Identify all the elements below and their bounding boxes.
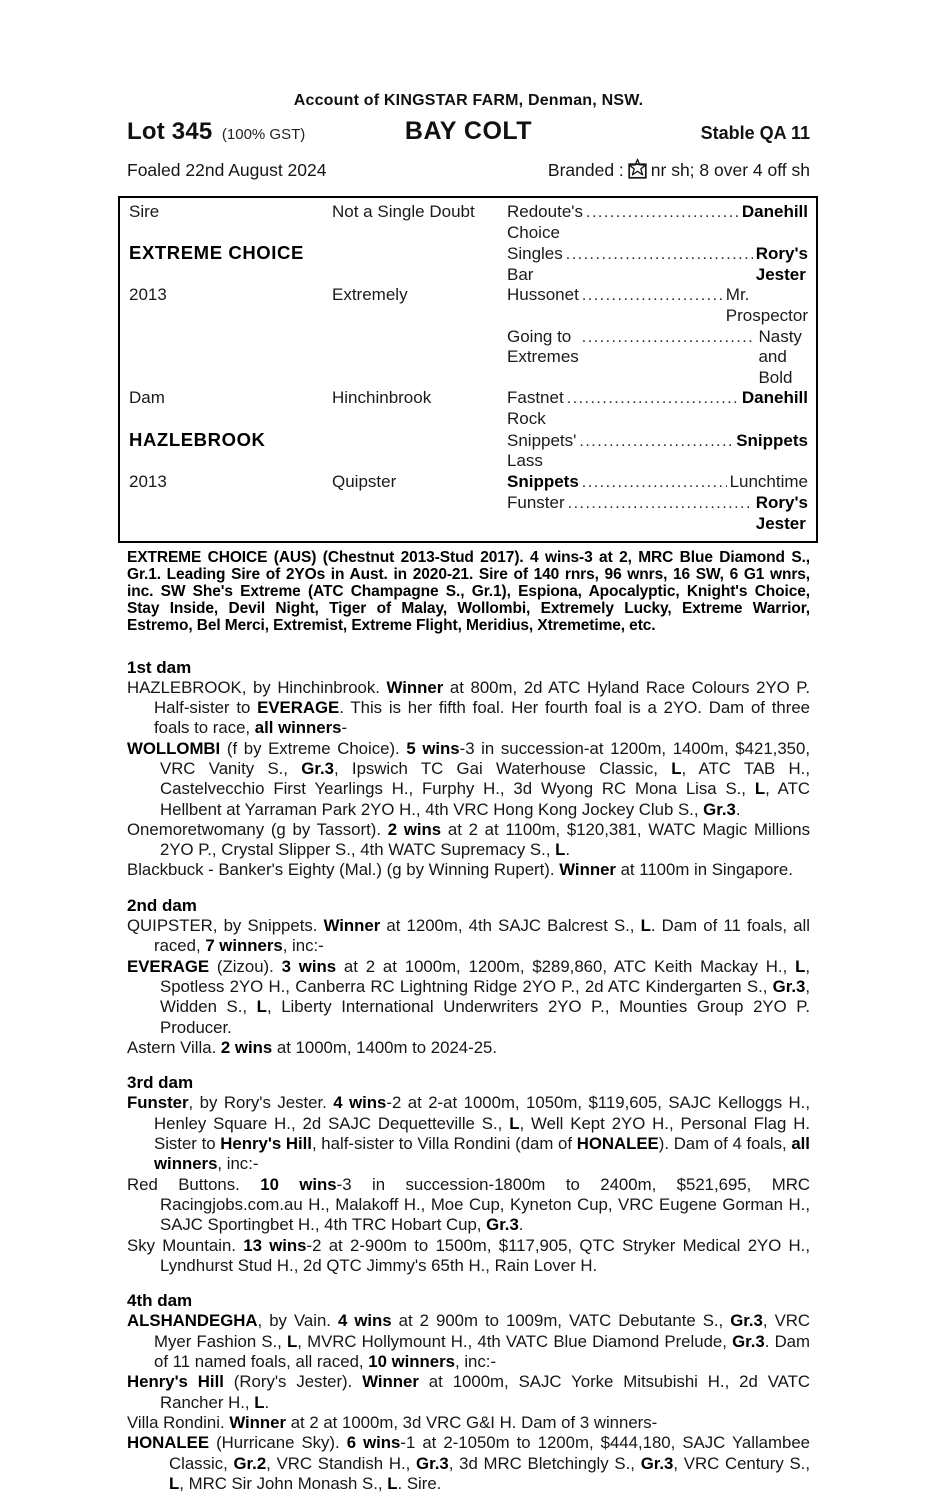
pedigree-name: Snippets [507,471,579,491]
pedigree-row [129,202,808,243]
pedigree-row [129,388,808,429]
body-text: , MVRC Hollymount H., 4th VATC Blue Diamond Prelude, [297,1331,733,1351]
body-text: . [735,799,741,819]
emphasis-text: Winner [559,860,616,880]
emphasis-text: L [509,1113,520,1133]
page-content [118,92,818,1494]
emphasis-text: Winner [323,916,381,936]
emphasis-text: all winners [254,718,342,738]
pedigree-paragraph [127,1038,810,1058]
pedigree-cell-generation3 [507,472,808,494]
body-text: . This is her fifth foal. Her fourth foal is a 2YO. Dam of three foals to race, [154,698,810,738]
section-heading: 2nd dam [127,895,197,915]
body-text: , Ipswich TC Gai Waterhouse Classic, [333,759,672,778]
pedigree-paragraph [127,678,810,739]
body-text: , VRC Standish H., [266,1453,417,1473]
pedigree-paragraph [127,739,810,820]
dot-leader [582,472,727,494]
dam-sections [127,658,810,1494]
emphasis-text: Gr.3 [640,1453,674,1473]
pedigree-cell-generation3 [507,493,808,534]
emphasis-text: all winners [154,1134,810,1174]
pedigree-name: Funster [507,493,565,513]
pedigree-ancestor: Lunchtime [729,471,808,491]
dot-leader [586,202,739,224]
emphasis-text: L [795,956,806,976]
emphasis-text: Funster [127,1093,189,1113]
emphasis-text: L [287,1331,298,1351]
pedigree-paragraph [127,1372,810,1413]
body-text: Astern Villa. [127,1037,221,1057]
emphasis-text: Winner [362,1372,419,1392]
body-text: , inc:- [217,1154,259,1174]
pedigree-name: Going to Extremes [507,326,579,367]
pedigree-cell-generation2: Extremely [332,285,408,305]
dam-section [127,658,810,881]
dot-leader [582,327,756,349]
pedigree-cell-generation1: HAZLEBROOK [129,428,266,450]
pedigree-paragraph [127,860,810,880]
pedigree-cell-generation1: EXTREME CHOICE [129,242,304,264]
pedigree-cell-generation1 [129,493,332,514]
page-title: BAY COLT [404,117,533,145]
body-text: (f by Extreme Choice). [220,738,407,758]
body-text: -1 at 2-1050m to 1200m, $444,180, SAJC Yallambee Classic, [169,1433,810,1473]
body-text: at 800m, 2d ATC Hyland Race Colours 2YO P. Half-sister to [154,677,810,718]
body-text: at 1000m, SAJC Yorke Mitsubishi H., 2d VATC Rancher H., [160,1372,810,1412]
dot-leader [582,285,723,307]
pedigree-ancestor: Rory's Jester [755,244,808,284]
pedigree-ancestor: Snippets [736,430,808,450]
body-text: (Rory's Jester). [223,1372,363,1392]
body-text: at 2 900m to 1009m, VATC Debutante S., [391,1311,731,1331]
body-text: Blackbuck - Banker's Eighty (Mal.) (g by Winning Rupert). [127,860,560,880]
emphasis-text: L [640,916,651,936]
pedigree-paragraph [127,957,810,1038]
body-text: , Spotless 2YO H., Canberra RC Lightning Ridge 2YO P., 2d ATC Kindergarten S., [160,956,810,996]
emphasis-text: L [555,840,566,860]
body-text: Red Buttons. [127,1174,261,1194]
emphasis-text: L [169,1473,180,1493]
emphasis-text: L [754,779,766,799]
body-text: , Liberty International Underwriters 2YO P., Mounties Group 2YO P. Producer. [160,997,810,1037]
pedigree-name: Snippets' Lass [507,430,577,471]
emphasis-text: HONALEE [576,1134,659,1154]
pedigree-cell-generation2 [332,244,507,265]
pedigree-ancestor: Danehill [741,388,808,408]
page-header [127,92,810,183]
emphasis-text: 4 wins [337,1311,392,1331]
pedigree-cell-generation3 [507,244,808,285]
body-text: , ATC TAB H., Castelvecchio First Yearlings H., Furphy H., 3d Wyong RC Mona Lisa S., [160,759,810,799]
dot-leader [566,244,753,266]
pedigree-cell-generation3 [507,327,808,389]
dam-section [127,1073,810,1276]
pedigree-ancestor: Mr. Prospector [725,285,808,325]
section-heading: 1st dam [127,657,192,677]
pedigree-name: Redoute's Choice [507,202,584,242]
emphasis-text: L [254,1392,265,1412]
body-text: Sky Mountain. [127,1235,244,1255]
stable-number: Stable QA 11 [700,123,810,143]
pedigree-cell-generation3 [507,388,808,429]
body-text: at 2 at 1000m, 1200m, $289,860, ATC Keith Mackay H., [336,956,796,976]
account-line: Account of KINGSTAR FARM, Denman, NSW. [293,92,644,109]
body-text: . Sire. [397,1473,442,1493]
body-text: . [565,840,571,860]
pedigree-paragraph [127,1433,810,1494]
pedigree-cell-generation1: 2013 [129,471,167,491]
emphasis-text: L [256,997,267,1017]
emphasis-text: Henry's Hill [220,1134,312,1154]
emphasis-text: 2 wins [220,1037,273,1057]
lot-number: Lot 345 [127,118,213,145]
emphasis-text: Gr.2 [233,1453,267,1473]
emphasis-text: Gr.3 [732,1331,765,1351]
emphasis-text: Winner [229,1412,287,1432]
emphasis-text: Henry's Hill [127,1372,224,1392]
pedigree-table [118,196,818,543]
body-text: at 1000m, 1400m to 2024-25. [272,1037,498,1057]
pedigree-paragraph [127,1311,810,1372]
body-text: , by Rory's Jester. [188,1093,334,1113]
branded-info [548,157,810,183]
emphasis-text: Gr.3 [416,1453,449,1473]
body-text: . [264,1392,270,1412]
dam-section [127,1291,810,1494]
body-text: at 2 at 1100m, $120,381, WATC Magic Millions 2YO P., Crystal Slipper S., 4th WATC Supremacy S., [160,819,810,860]
emphasis-text: Gr.3 [730,1311,763,1331]
pedigree-row [129,493,808,534]
foal-brand-row [127,157,810,183]
emphasis-text: 10 wins [260,1174,337,1194]
emphasis-text: Gr.3 [301,759,334,778]
body-text: ). Dam of 4 foals, [658,1134,792,1154]
pedigree-cell-generation3 [507,285,808,326]
pedigree-cell-generation1: Dam [129,388,165,408]
emphasis-text: 3 wins [281,956,337,976]
body-text: , VRC Century S., [673,1453,811,1473]
pedigree-name: Singles Bar [507,244,563,284]
dot-leader [567,388,739,410]
emphasis-text: EVERAGE [127,956,210,976]
pedigree-cell-generation1: Sire [129,202,160,221]
body-text: , by Vain. [257,1311,338,1331]
emphasis-text: ALSHANDEGHA [127,1311,258,1331]
emphasis-text: 10 winners [368,1352,455,1372]
emphasis-text: WOLLOMBI [127,738,221,758]
star-in-box-brand-icon [628,158,647,184]
pedigree-paragraph [127,1413,810,1433]
gst-note: (100% GST) [221,126,306,143]
body-text: , half-sister to Villa Rondini (dam of [311,1134,577,1154]
emphasis-text: HONALEE [127,1433,210,1453]
pedigree-cell-generation2 [332,431,507,452]
section-heading: 4th dam [127,1291,193,1311]
pedigree-cell-generation2: Not a Single Doubt [332,202,475,221]
pedigree-cell-generation2 [332,327,507,348]
body-text: Onemoretwomany (g by Tassort). [127,819,388,839]
emphasis-text: Gr.3 [772,976,806,996]
emphasis-text: L [387,1473,398,1493]
pedigree-cell-generation2 [332,493,507,514]
section-heading: 3rd dam [127,1073,194,1093]
emphasis-text: L [671,759,682,778]
pedigree-paragraph [127,1093,810,1174]
pedigree-paragraph [127,916,810,957]
body-text: - [341,718,348,738]
pedigree-cell-generation2: Quipster [332,471,397,491]
pedigree-name: Hussonet [507,285,579,305]
pedigree-row [129,327,808,389]
body-text: (Hurricane Sky). [209,1433,347,1453]
emphasis-text: Gr.3 [486,1215,519,1235]
body-text: -2 at 2-900m to 1500m, $117,905, QTC Stryker Medical 2YO H., Lyndhurst Stud H., 2d QTC Jimmy's 65th H., Rain Lover H. [160,1235,810,1275]
body-text: -2 at 2-at 1000m, 1050m, $119,605, SAJC Kelloggs H., Henley Square H., 2d SAJC Dequetteville S., [154,1093,811,1133]
body-text: , MRC Sir John Monash S., [179,1473,388,1493]
body-text: -3 in succession-at 1200m, 1400m, $421,350, VRC Vanity S., [160,738,810,778]
emphasis-text: 7 winners [205,936,283,956]
body-text: Villa Rondini. [127,1412,230,1432]
lot-group [127,118,405,146]
emphasis-text: 13 wins [243,1235,307,1255]
emphasis-text: EVERAGE [257,698,340,718]
body-text: , inc:- [455,1352,497,1372]
body-text: , Well Kept 2YO H., Personal Flag H. Sister to [154,1113,810,1154]
pedigree-cell-generation1: 2013 [129,285,167,305]
body-text: QUIPSTER, by Snippets. [127,916,324,936]
branded-label: Branded : [547,159,624,180]
emphasis-text: 6 wins [346,1433,401,1453]
emphasis-text: Gr.3 [703,799,736,819]
body-text: at 2 at 1000m, 3d VRC G&I H. Dam of 3 winners- [286,1412,658,1432]
pedigree-cell-generation2: Hinchinbrook [332,388,432,408]
emphasis-text: Winner [386,677,444,697]
pedigree-name: Fastnet Rock [507,388,564,428]
emphasis-text: 5 wins [406,738,460,758]
pedigree-ancestor: Danehill [741,202,808,221]
body-text: , 3d MRC Bletchingly S., [448,1453,641,1473]
body-text: at 1200m, 4th SAJC Balcrest S., [380,916,641,936]
body-text: , ATC Hellbent at Yarraman Park 2YO H., 4th VRC Hong Kong Jockey Club S., [160,779,810,819]
pedigree-cell-generation3 [507,202,808,243]
pedigree-ancestor: Rory's Jester [755,493,808,533]
emphasis-text: 4 wins [333,1093,387,1113]
body-text: , VRC Myer Fashion S., [154,1311,810,1351]
lot-row [127,117,810,146]
brand-description: nr sh; 8 over 4 off sh [650,159,810,180]
pedigree-ancestor: Nasty and Bold [758,326,802,387]
body-text: -3 in succession-1800m to 2400m, $521,695, MRC Racingjobs.com.au H., Malakoff H., Moe Cup, Kyneton Cup, VRC Eugene Gorman H., SAJC Sportingbet H., 4th TRC Hobart Cup, [160,1174,810,1235]
body-text: (Zizou). [209,956,282,976]
pedigree-row [129,430,808,472]
pedigree-row [129,243,808,285]
pedigree-paragraph [127,1236,810,1277]
sire-summary-paragraph: EXTREME CHOICE (AUS) (Chestnut 2013-Stud 2017). 4 wins-3 at 2, MRC Blue Diamond S., Gr.1. Leading Sire of 2YOs in Aust. in 2020-21. Sire of 140 rnrs, 96 wnrs, 16 SW, 6 G1 wnrs, inc. SW She's Extreme (ATC Champagne S., Gr.1), Espiona, Apocalyptic, Knight's Choice, Stay Inside, Devil Night, Tiger of Malay, Wollombi, Extremely Lucky, Extreme Warrior, Estremo, Bel Merci, Extremist, Extreme Flight, Meridius, Xtremetime, etc. [127,548,810,635]
body-text: at 1100m in Singapore. [615,860,793,880]
body-text: , Widden S., [160,976,810,1017]
dot-leader [579,431,733,453]
emphasis-text: 2 wins [387,819,442,839]
body-text: , inc:- [282,936,324,956]
pedigree-paragraph [127,1175,810,1236]
pedigree-row [129,285,808,326]
dot-leader [568,493,753,515]
pedigree-paragraph [127,820,810,861]
pedigree-rows [129,202,808,535]
dam-section [127,896,810,1058]
pedigree-cell-generation3 [507,431,808,472]
pedigree-row [129,472,808,494]
pedigree-cell-generation1 [129,327,332,348]
body-text: . Dam of 11 named foals, all raced, [154,1331,810,1372]
body-text: . [518,1215,524,1235]
foaled-date: Foaled 22nd August 2024 [127,159,327,180]
body-text: . Dam of 11 foals, all raced, [154,916,810,956]
body-text: HAZLEBROOK, by Hinchinbrook. [127,677,387,697]
